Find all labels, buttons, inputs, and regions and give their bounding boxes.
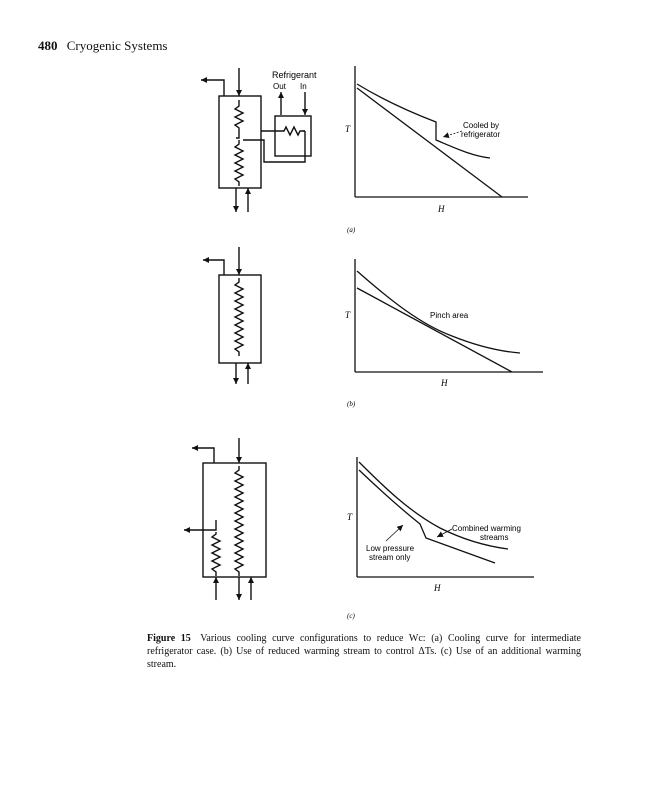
annotation-cooled-line1: Cooled by <box>463 121 500 130</box>
x-axis-label-c: H <box>434 583 441 593</box>
refrigerant-label: Refrigerant <box>272 70 317 80</box>
x-axis-label-a: H <box>438 204 445 214</box>
combined-annotation-line2: streams <box>480 533 509 542</box>
figure-label: Figure 15 <box>147 633 191 644</box>
cooling-stream-line <box>357 88 502 197</box>
cooling-stream-line-b <box>357 288 512 372</box>
running-title: Cryogenic Systems <box>66 38 168 53</box>
out-label: Out <box>273 82 286 91</box>
annotation-pointer <box>443 131 462 137</box>
upper-coil <box>235 100 243 132</box>
panel-c-exchanger-diagram <box>184 438 266 600</box>
page-number: 480 <box>38 38 58 53</box>
low-pressure-annotation-line1: Low pressure <box>366 544 415 553</box>
y-axis-label-b: T <box>345 310 351 320</box>
coil-b <box>235 278 243 356</box>
heat-exchanger-box-c <box>203 463 266 577</box>
annotation-cooled-line2: refrigerator <box>461 130 501 139</box>
panel-label-a: (a) <box>347 226 356 234</box>
combined-annotation-line1: Combined warming <box>452 524 521 533</box>
y-axis-label-c: T <box>347 512 353 522</box>
low-pressure-pointer <box>386 525 403 541</box>
caption-text: Various cooling curve configurations to reduce Wc: (a) Cooling curve for intermediate refrigerator case. (b) Use of reduced warming stream to control ΔTs. (c) Use of an additional warming stream. <box>147 633 581 670</box>
panel-a-exchanger-diagram <box>201 68 311 212</box>
figure-caption <box>147 632 581 671</box>
outlet-arrow <box>201 80 224 96</box>
low-pressure-annotation-line2: stream only <box>369 553 411 562</box>
x-axis-label-b: H <box>441 378 448 388</box>
secondary-coil-c <box>212 532 220 576</box>
panel-b-exchanger-diagram <box>203 247 261 384</box>
main-coil-c <box>235 466 243 576</box>
y-axis-label-a: T <box>345 124 351 134</box>
panel-label-c: (c) <box>347 612 355 620</box>
in-label: In <box>300 82 307 91</box>
panel-a-cooling-chart <box>355 66 528 197</box>
pinch-area-annotation: Pinch area <box>430 311 469 320</box>
lower-coil <box>235 140 243 186</box>
refrigerator-coil <box>281 127 305 135</box>
panel-label-b: (b) <box>347 400 356 408</box>
